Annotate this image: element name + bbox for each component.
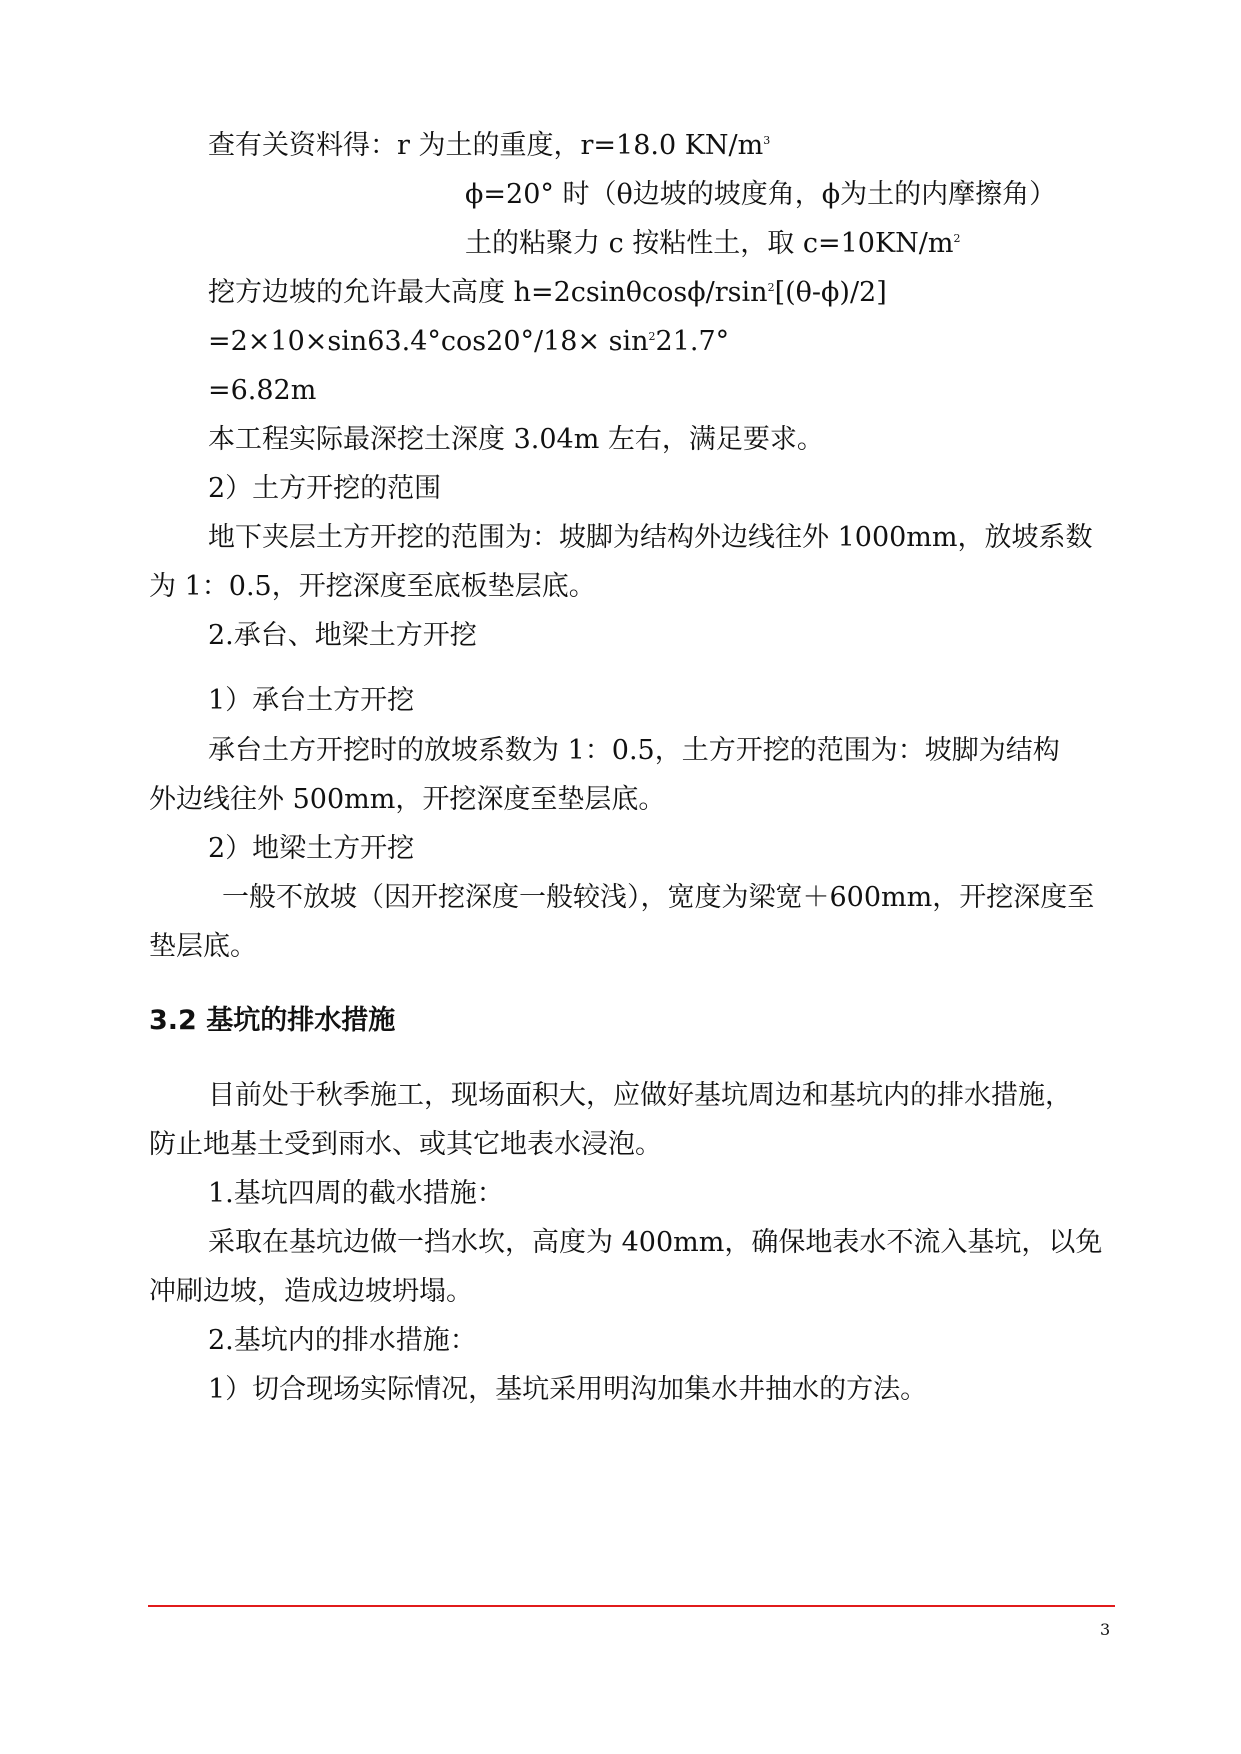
text-line: 1.基坑四周的截水措施：	[208, 1178, 504, 1209]
text-line: 地下夹层土方开挖的范围为：坡脚为结构外边线往外 1000mm，放坡系数	[208, 522, 1093, 553]
superscript: 2	[953, 232, 961, 245]
text-line: 为 1：0.5，开挖深度至底板垫层底。	[149, 571, 596, 602]
text-span: 查有关资料得：r 为土的重度，r=18.0 KN/m	[208, 130, 764, 161]
superscript: 2	[648, 330, 656, 343]
text-line	[208, 276, 887, 310]
page-number: 3	[1100, 1620, 1111, 1639]
text-line: 1）切合现场实际情况，基坑采用明沟加集水井抽水的方法。	[208, 1374, 928, 1405]
text-line: 2.基坑内的排水措施：	[208, 1325, 477, 1356]
text-span: =2×10×sin63.4°cos20°/18× sin	[208, 326, 649, 357]
text-line: 垫层底。	[149, 931, 257, 962]
text-line: 本工程实际最深挖土深度 3.04m 左右，满足要求。	[208, 424, 824, 455]
section-heading: 3.2 基坑的排水措施	[149, 1005, 396, 1036]
text-line	[208, 129, 770, 163]
text-line	[465, 227, 960, 261]
text-line: 防止地基土受到雨水、或其它地表水浸泡。	[149, 1129, 662, 1160]
text-line: 2）地梁土方开挖	[208, 833, 415, 864]
text-line: 2）土方开挖的范围	[208, 473, 442, 504]
text-line: ϕ=20° 时（θ边坡的坡度角，ϕ为土的内摩擦角）	[465, 179, 1057, 210]
text-line: 2.承台、地梁土方开挖	[208, 620, 477, 651]
text-line: 一般不放坡（因开挖深度一般较浅），宽度为梁宽＋600mm，开挖深度至	[222, 882, 1095, 913]
text-span: 土的粘聚力 c 按粘性土，取 c=10KN/m	[465, 228, 954, 259]
footer-rule	[148, 1605, 1115, 1607]
text-span: 挖方边坡的允许最大高度 h=2csinθcosϕ/rsin	[208, 277, 768, 308]
text-line	[208, 325, 729, 359]
text-line: 承台土方开挖时的放坡系数为 1：0.5，土方开挖的范围为：坡脚为结构	[208, 735, 1060, 766]
text-span: [(θ-ϕ)/2]	[774, 277, 887, 308]
text-line: 目前处于秋季施工，现场面积大，应做好基坑周边和基坑内的排水措施，	[208, 1080, 1072, 1111]
superscript: 3	[763, 134, 771, 147]
text-line: =6.82m	[208, 375, 317, 406]
text-line: 1）承台土方开挖	[208, 685, 415, 716]
text-line: 冲刷边坡，造成边坡坍塌。	[149, 1276, 473, 1307]
text-line: 外边线往外 500mm，开挖深度至垫层底。	[149, 784, 666, 815]
text-line: 采取在基坑边做一挡水坎，高度为 400mm，确保地表水不流入基坑，以免	[208, 1227, 1103, 1258]
superscript: 2	[767, 281, 775, 294]
text-span: 21.7°	[655, 326, 730, 357]
